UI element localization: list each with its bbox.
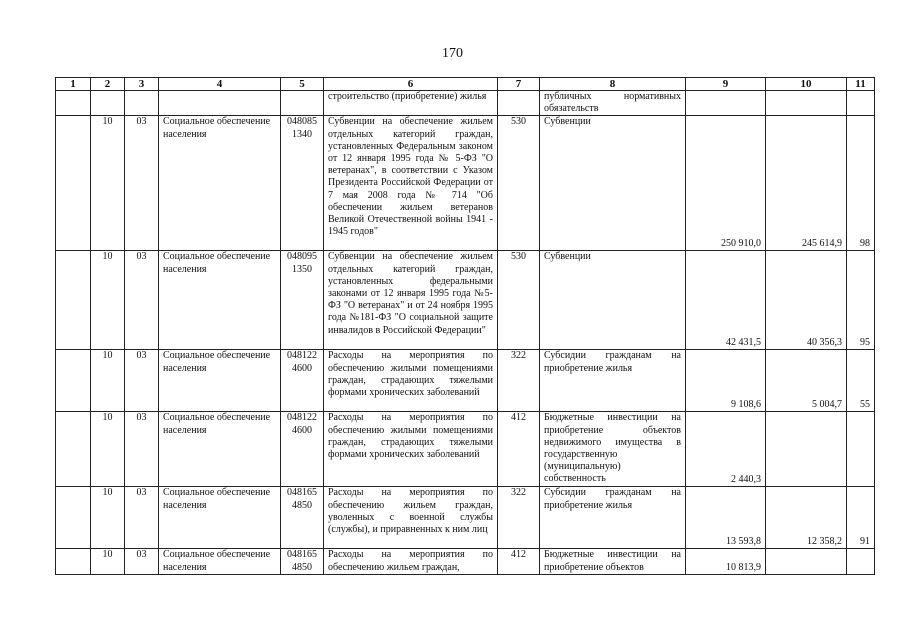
cell-section: 10 <box>91 251 125 350</box>
cell-name <box>159 91 281 116</box>
cell-expense-type: Бюджетные инвестиции на приобретение объектов <box>540 549 686 575</box>
cell-description: Расходы на мероприятия по обеспечению жильем граждан, <box>324 549 498 575</box>
cell-section: 10 <box>91 350 125 412</box>
col-header: 4 <box>159 78 281 91</box>
cell-section: 10 <box>91 412 125 487</box>
table-row <box>56 116 875 251</box>
col-header: 7 <box>498 78 540 91</box>
cell-percent <box>847 549 875 575</box>
cell-expense-type: публичных нормативных обязательств <box>540 91 686 116</box>
cell-target-code: 048095 1350 <box>281 251 324 350</box>
cell-section: 10 <box>91 549 125 575</box>
cell-target-code: 048122 4600 <box>281 350 324 412</box>
cell-expense-code: 322 <box>498 487 540 549</box>
cell-subsection: 03 <box>125 251 159 350</box>
cell-planned: 9 108,6 <box>686 350 766 412</box>
cell-expense-code <box>498 91 540 116</box>
cell-percent: 55 <box>847 350 875 412</box>
cell-description: Субвенции на обеспечение жильем отдельных категорий граждан, установленных Федеральным законом от 12 января 1995 года № 5-ФЗ "О ветеранах", в соответствии с Указом Президента Российской Федерации от 7 мая 2008 года № 714 "Об обеспечении жильем ветеранов Великой Отечественной войны 1941 - 1945 годов" <box>324 116 498 251</box>
cell-planned: 13 593,8 <box>686 487 766 549</box>
cell-executed: 40 356,3 <box>766 251 847 350</box>
cell-executed <box>766 91 847 116</box>
cell-col1 <box>56 116 91 251</box>
table-row <box>56 251 875 350</box>
cell-percent <box>847 91 875 116</box>
cell-subsection: 03 <box>125 487 159 549</box>
col-header: 1 <box>56 78 91 91</box>
cell-subsection: 03 <box>125 350 159 412</box>
col-header: 2 <box>91 78 125 91</box>
cell-expense-code: 322 <box>498 350 540 412</box>
cell-target-code: 048165 4850 <box>281 487 324 549</box>
cell-col1 <box>56 350 91 412</box>
cell-description: Субвенции на обеспечение жильем отдельных категорий граждан, установленных федеральными законами от 12 января 1995 года №5-ФЗ "О ветеранах" и от 24 ноября 1995 года №181-ФЗ "О социальной защите инвалидов в Российской Федерации" <box>324 251 498 350</box>
cell-description: строительство (приобретение) жилья <box>324 91 498 116</box>
cell-planned <box>686 91 766 116</box>
col-header: 11 <box>847 78 875 91</box>
cell-percent: 98 <box>847 116 875 251</box>
cell-col1 <box>56 91 91 116</box>
col-header: 3 <box>125 78 159 91</box>
cell-col1 <box>56 251 91 350</box>
cell-expense-type: Субвенции <box>540 251 686 350</box>
cell-name: Социальное обеспечение населения <box>159 350 281 412</box>
col-header: 6 <box>324 78 498 91</box>
cell-subsection: 03 <box>125 412 159 487</box>
cell-name: Социальное обеспечение населения <box>159 487 281 549</box>
cell-name: Социальное обеспечение населения <box>159 412 281 487</box>
cell-planned: 42 431,5 <box>686 251 766 350</box>
cell-target-code: 048085 1340 <box>281 116 324 251</box>
cell-name: Социальное обеспечение населения <box>159 116 281 251</box>
cell-target-code: 048165 4850 <box>281 549 324 575</box>
table-row <box>56 350 875 412</box>
cell-expense-code: 530 <box>498 116 540 251</box>
cell-section: 10 <box>91 487 125 549</box>
header-row <box>56 78 875 91</box>
cell-section <box>91 91 125 116</box>
cell-expense-code: 412 <box>498 549 540 575</box>
cell-expense-code: 412 <box>498 412 540 487</box>
table-row <box>56 487 875 549</box>
cell-planned: 10 813,9 <box>686 549 766 575</box>
cell-executed: 12 358,2 <box>766 487 847 549</box>
cell-executed <box>766 549 847 575</box>
cell-subsection: 03 <box>125 116 159 251</box>
table-row <box>56 91 875 116</box>
cell-executed: 5 004,7 <box>766 350 847 412</box>
col-header: 8 <box>540 78 686 91</box>
table-row <box>56 412 875 487</box>
cell-target-code <box>281 91 324 116</box>
col-header: 9 <box>686 78 766 91</box>
col-header: 10 <box>766 78 847 91</box>
cell-col1 <box>56 549 91 575</box>
cell-subsection <box>125 91 159 116</box>
cell-expense-type: Бюджетные инвестиции на приобретение объектов недвижимого имущества в государственную (муниципальную) собственность <box>540 412 686 487</box>
cell-expense-code: 530 <box>498 251 540 350</box>
cell-description: Расходы на мероприятия по обеспечению жильем граждан, уволенных с военной службы (службы), и приравненных к ним лиц <box>324 487 498 549</box>
cell-subsection: 03 <box>125 549 159 575</box>
cell-target-code: 048122 4600 <box>281 412 324 487</box>
table-row <box>56 549 875 575</box>
cell-section: 10 <box>91 116 125 251</box>
cell-col1 <box>56 487 91 549</box>
cell-executed <box>766 412 847 487</box>
cell-planned: 2 440,3 <box>686 412 766 487</box>
cell-percent: 95 <box>847 251 875 350</box>
cell-expense-type: Субвенции <box>540 116 686 251</box>
cell-name: Социальное обеспечение населения <box>159 251 281 350</box>
cell-col1 <box>56 412 91 487</box>
cell-percent: 91 <box>847 487 875 549</box>
cell-executed: 245 614,9 <box>766 116 847 251</box>
budget-table <box>55 77 875 575</box>
col-header: 5 <box>281 78 324 91</box>
cell-name: Социальное обеспечение населения <box>159 549 281 575</box>
cell-description: Расходы на мероприятия по обеспечению жилыми помещениями граждан, страдающих тяжелыми формами хронических заболеваний <box>324 350 498 412</box>
cell-description: Расходы на мероприятия по обеспечению жилыми помещениями граждан, страдающих тяжелыми формами хронических заболеваний <box>324 412 498 487</box>
cell-planned: 250 910,0 <box>686 116 766 251</box>
cell-expense-type: Субсидии гражданам на приобретение жилья <box>540 350 686 412</box>
cell-percent <box>847 412 875 487</box>
page-number: 170 <box>442 46 463 61</box>
cell-expense-type: Субсидии гражданам на приобретение жилья <box>540 487 686 549</box>
